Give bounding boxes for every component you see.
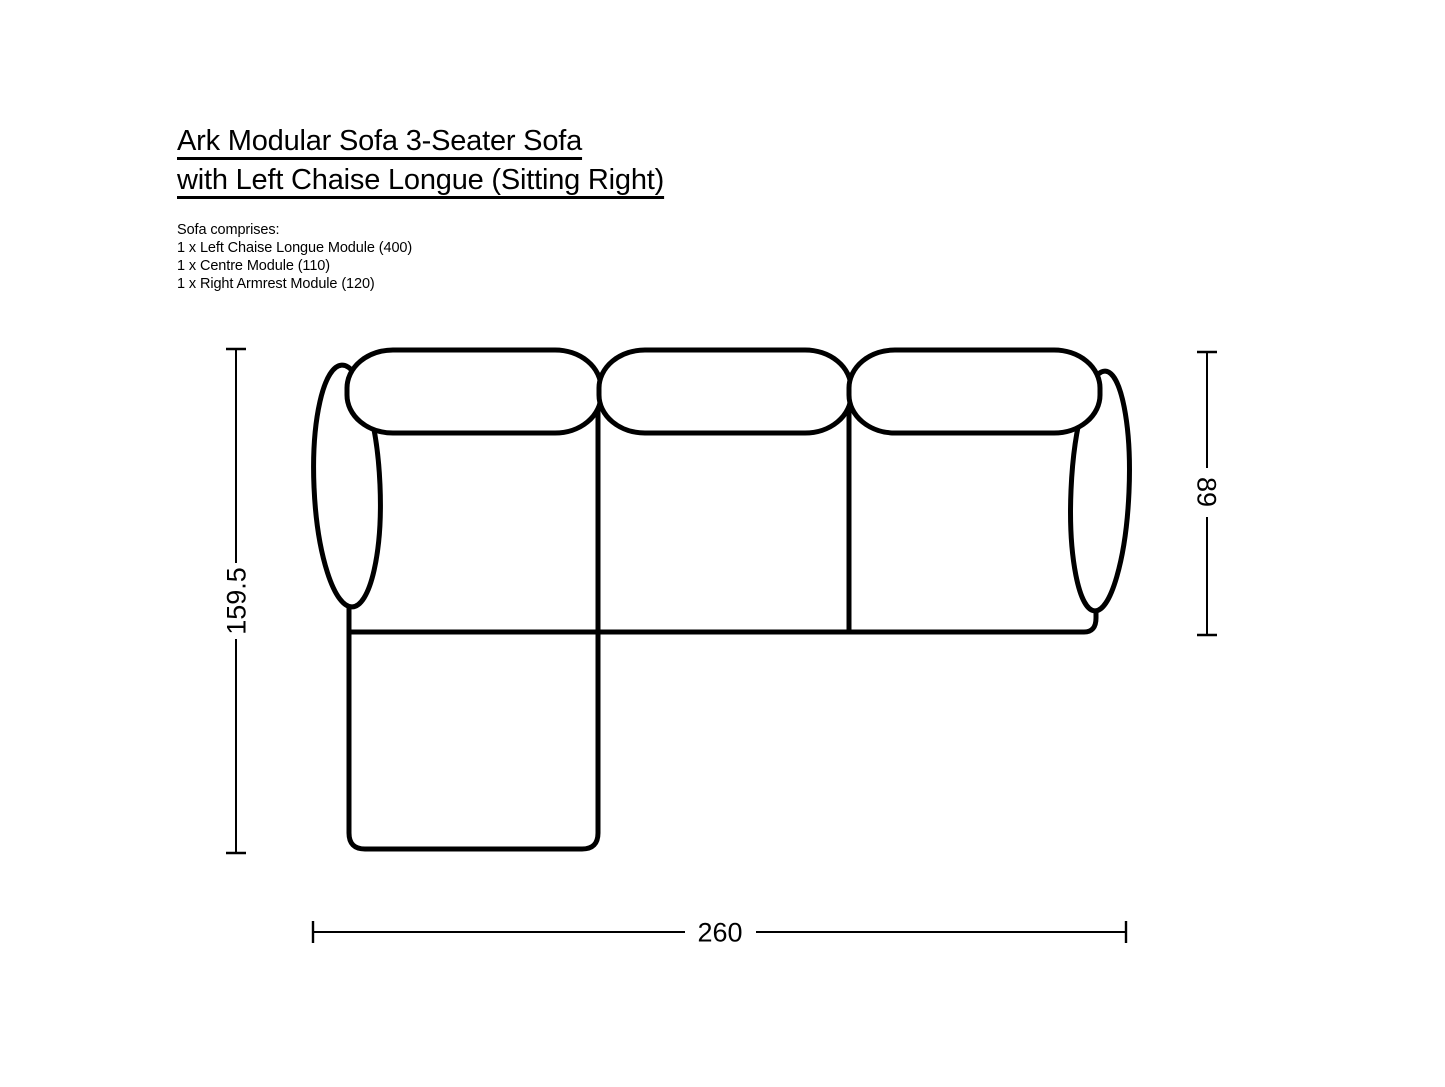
back-cushion-3 — [849, 350, 1100, 433]
total-depth-dimension-line — [221, 349, 251, 853]
back-cushion-2 — [599, 350, 851, 433]
total-width-dimension-line — [313, 917, 1126, 947]
seat-depth-dimension-label: 89 — [1191, 476, 1222, 508]
total-depth-dimension-label: 159.5 — [221, 567, 252, 635]
seat-front-line — [349, 611, 1096, 632]
page-title-line-2: with Left Chaise Longue (Sitting Right) — [177, 164, 665, 196]
composition-item: 1 x Centre Module (110) — [177, 258, 330, 274]
total-width-dimension-label: 260 — [697, 917, 743, 948]
page-title-line-1: Ark Modular Sofa 3-Seater Sofa — [177, 125, 583, 157]
seat-depth-dimension-line — [1192, 352, 1222, 635]
composition-heading: Sofa comprises: — [177, 222, 280, 238]
composition-item: 1 x Right Armrest Module (120) — [177, 276, 375, 292]
chaise-module-outline — [349, 378, 598, 849]
composition-item: 1 x Left Chaise Longue Module (400) — [177, 240, 413, 256]
back-cushion-1 — [347, 350, 601, 433]
